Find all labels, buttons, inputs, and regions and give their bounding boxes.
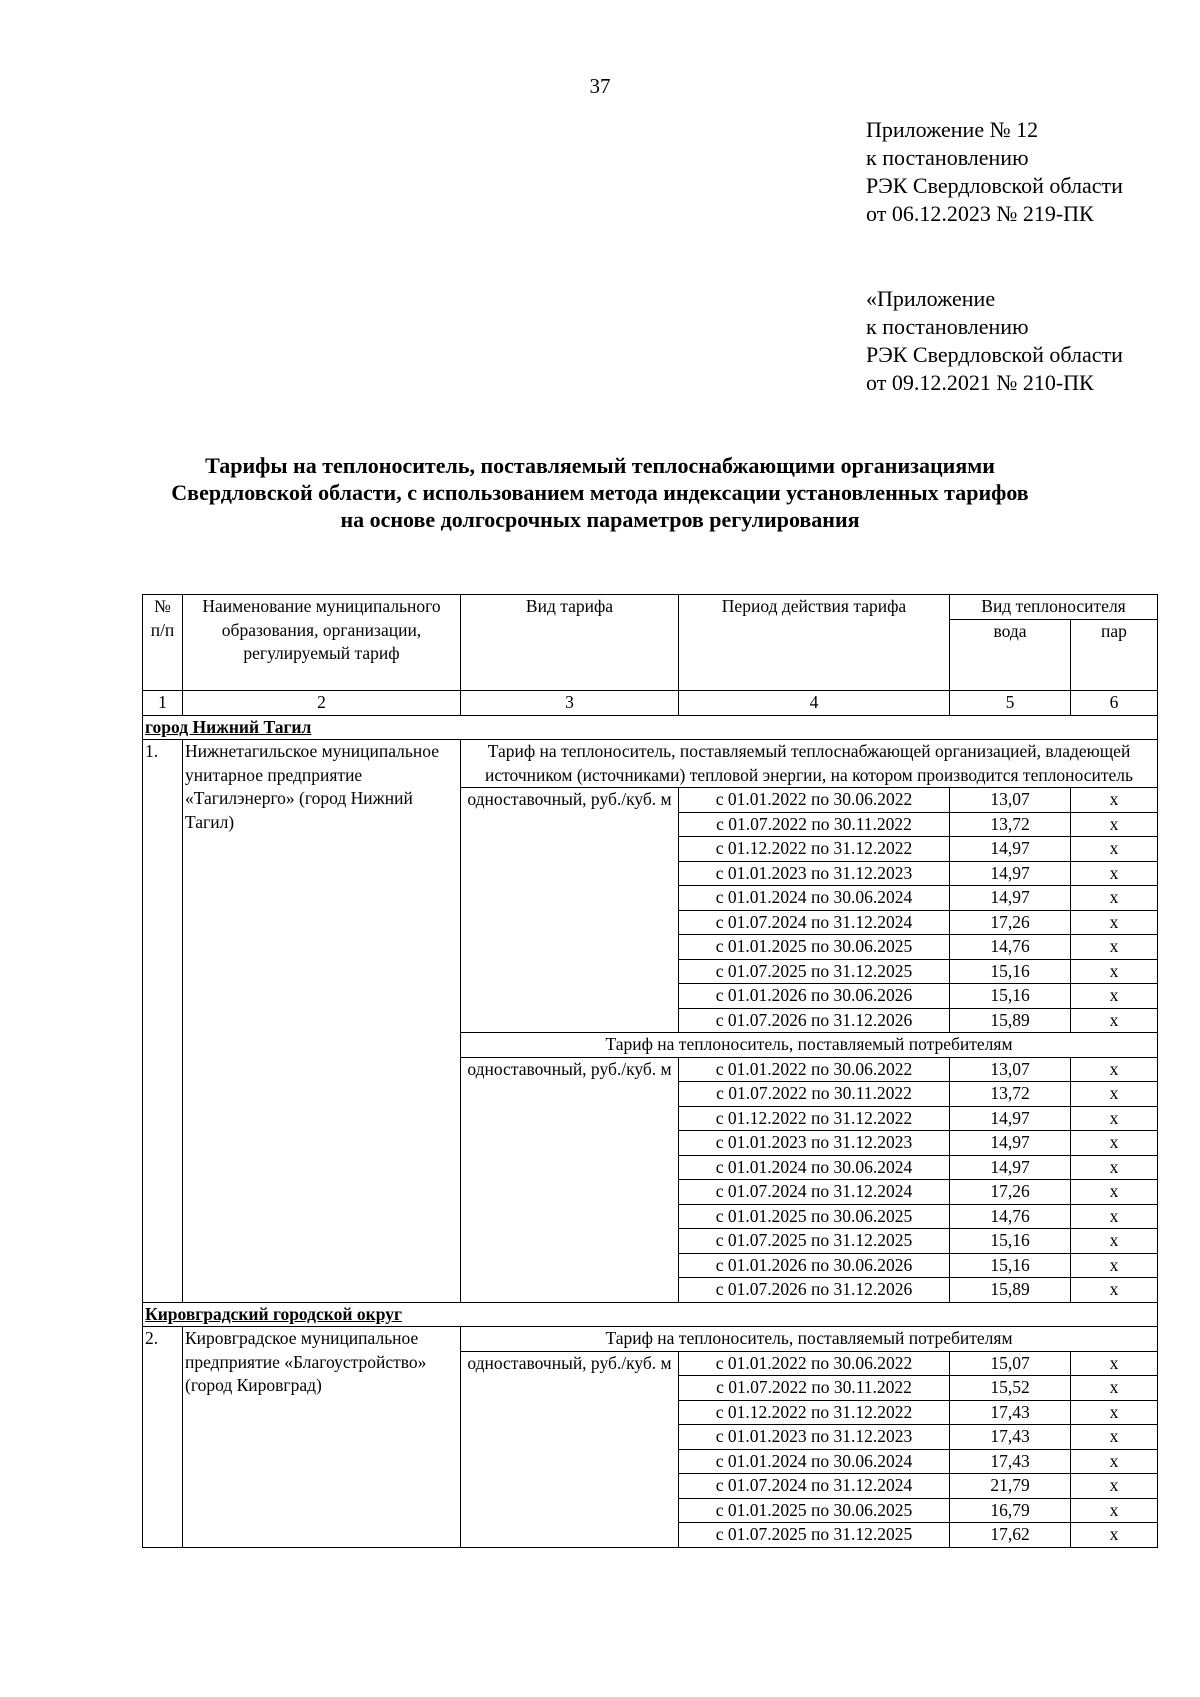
steam-value: х (1071, 1131, 1158, 1156)
steam-value: х (1071, 886, 1158, 911)
steam-value: х (1071, 861, 1158, 886)
period-cell: с 01.01.2024 по 30.06.2024 (679, 886, 950, 911)
period-cell: с 01.01.2025 по 30.06.2025 (679, 1204, 950, 1229)
period-cell: с 01.01.2023 по 31.12.2023 (679, 1425, 950, 1450)
steam-value: х (1071, 1278, 1158, 1303)
steam-value: х (1071, 1449, 1158, 1474)
header-tariff-type: Вид тарифа (461, 595, 679, 691)
period-cell: с 01.01.2025 по 30.06.2025 (679, 1498, 950, 1523)
tariff-type: одноставочный, руб./куб. м (461, 788, 679, 1033)
column-number: 4 (679, 691, 950, 716)
water-value: 13,07 (950, 1057, 1071, 1082)
column-number: 2 (183, 691, 461, 716)
period-cell: с 01.07.2026 по 31.12.2026 (679, 1008, 950, 1033)
steam-value: х (1071, 1253, 1158, 1278)
period-cell: с 01.07.2022 по 30.11.2022 (679, 1376, 950, 1401)
steam-value: х (1071, 1351, 1158, 1376)
column-number: 3 (461, 691, 679, 716)
water-value: 14,97 (950, 1131, 1071, 1156)
water-value: 13,72 (950, 812, 1071, 837)
period-cell: с 01.12.2022 по 31.12.2022 (679, 1106, 950, 1131)
water-value: 14,97 (950, 1155, 1071, 1180)
column-number: 5 (950, 691, 1071, 716)
period-cell: с 01.01.2022 по 30.06.2022 (679, 788, 950, 813)
tariff-table (142, 594, 1158, 1548)
period-cell: с 01.12.2022 по 31.12.2022 (679, 1400, 950, 1425)
steam-value: х (1071, 1474, 1158, 1499)
appendix-line: от 09.12.2021 № 210-ПК (866, 370, 1094, 395)
water-value: 17,26 (950, 910, 1071, 935)
water-value: 17,43 (950, 1400, 1071, 1425)
period-cell: с 01.01.2022 по 30.06.2022 (679, 1351, 950, 1376)
document-title (0, 452, 1200, 533)
period-cell: с 01.01.2023 по 31.12.2023 (679, 1131, 950, 1156)
period-cell: с 01.01.2026 по 30.06.2026 (679, 984, 950, 1009)
appendix-line: «Приложение (866, 286, 996, 311)
water-value: 15,07 (950, 1351, 1071, 1376)
steam-value: х (1071, 935, 1158, 960)
steam-value: х (1071, 1204, 1158, 1229)
water-value: 17,62 (950, 1523, 1071, 1548)
water-value: 14,97 (950, 1106, 1071, 1131)
steam-value: х (1071, 1229, 1158, 1254)
title-line: Свердловской области, с использованием метода индексации установленных тарифов (171, 480, 1029, 505)
period-cell: с 01.07.2024 по 31.12.2024 (679, 1180, 950, 1205)
water-value: 15,16 (950, 984, 1071, 1009)
water-value: 14,76 (950, 1204, 1071, 1229)
appendix-line: от 06.12.2023 № 219-ПК (866, 201, 1094, 226)
group-subheader: Тариф на теплоноситель, поставляемый потребителям (461, 1033, 1158, 1058)
period-cell: с 01.07.2025 по 31.12.2025 (679, 959, 950, 984)
water-value: 15,89 (950, 1278, 1071, 1303)
appendix-line: к постановлению (866, 314, 1029, 339)
steam-value: х (1071, 788, 1158, 813)
section-title: город Нижний Тагил (143, 715, 1158, 740)
steam-value: х (1071, 984, 1158, 1009)
steam-value: х (1071, 812, 1158, 837)
water-value: 14,97 (950, 861, 1071, 886)
title-line: Тарифы на теплоноситель, поставляемый теплоснабжающими организациями (205, 453, 995, 478)
period-cell: с 01.07.2025 по 31.12.2025 (679, 1229, 950, 1254)
tariff-type: одноставочный, руб./куб. м (461, 1057, 679, 1302)
header-steam: пар (1071, 620, 1158, 691)
water-value: 13,07 (950, 788, 1071, 813)
period-cell: с 01.07.2022 по 30.11.2022 (679, 812, 950, 837)
period-cell: с 01.07.2024 по 31.12.2024 (679, 1474, 950, 1499)
steam-value: х (1071, 1155, 1158, 1180)
steam-value: х (1071, 1376, 1158, 1401)
row-number: 1. (143, 740, 183, 1303)
steam-value: х (1071, 1008, 1158, 1033)
water-value: 15,16 (950, 959, 1071, 984)
header-water: вода (950, 620, 1071, 691)
period-cell: с 01.01.2022 по 30.06.2022 (679, 1057, 950, 1082)
page-number: 37 (589, 74, 611, 98)
period-cell: с 01.01.2026 по 30.06.2026 (679, 1253, 950, 1278)
water-value: 17,43 (950, 1449, 1071, 1474)
period-cell: с 01.07.2022 по 30.11.2022 (679, 1082, 950, 1107)
water-value: 15,89 (950, 1008, 1071, 1033)
water-value: 17,43 (950, 1425, 1071, 1450)
period-cell: с 01.12.2022 по 31.12.2022 (679, 837, 950, 862)
period-cell: с 01.01.2023 по 31.12.2023 (679, 861, 950, 886)
period-cell: с 01.01.2024 по 30.06.2024 (679, 1155, 950, 1180)
period-cell: с 01.01.2025 по 30.06.2025 (679, 935, 950, 960)
water-value: 21,79 (950, 1474, 1071, 1499)
water-value: 15,16 (950, 1253, 1071, 1278)
appendix-line: Приложение № 12 (866, 117, 1039, 142)
tariff-type: одноставочный, руб./куб. м (461, 1351, 679, 1547)
group-subheader-row (143, 740, 1158, 788)
group-subheader: Тариф на теплоноситель, поставляемый теплоснабжающей организацией, владеющей источником (источниками) тепловой энергии, на котором производится теплоноситель (461, 740, 1158, 788)
steam-value: х (1071, 1400, 1158, 1425)
title-line: на основе долгосрочных параметров регулирования (340, 507, 860, 532)
appendix-line: РЭК Свердловской области (866, 173, 1123, 198)
header-num: № п/п (143, 595, 183, 691)
header-coolant-type: Вид теплоносителя (950, 595, 1158, 620)
water-value: 14,76 (950, 935, 1071, 960)
steam-value: х (1071, 959, 1158, 984)
steam-value: х (1071, 1057, 1158, 1082)
appendix-current (866, 116, 1123, 228)
water-value: 16,79 (950, 1498, 1071, 1523)
steam-value: х (1071, 1106, 1158, 1131)
appendix-line: РЭК Свердловской области (866, 342, 1123, 367)
steam-value: х (1071, 1523, 1158, 1548)
steam-value: х (1071, 1498, 1158, 1523)
appendix-previous (866, 285, 1123, 397)
organization-name: Кировградское муниципальное предприятие «Благоустройство» (город Кировград) (183, 1327, 461, 1548)
water-value: 14,97 (950, 837, 1071, 862)
section-title: Кировградский городской округ (143, 1302, 1158, 1327)
organization-name: Нижнетагильское муниципальное унитарное предприятие «Тагилэнерго» (город Нижний Тагил) (183, 740, 461, 1303)
steam-value: х (1071, 1082, 1158, 1107)
header-name: Наименование муниципального образования, организации, регулируемый тариф (183, 595, 461, 691)
appendix-line: к постановлению (866, 145, 1029, 170)
steam-value: х (1071, 837, 1158, 862)
water-value: 15,52 (950, 1376, 1071, 1401)
period-cell: с 01.07.2025 по 31.12.2025 (679, 1523, 950, 1548)
column-number: 6 (1071, 691, 1158, 716)
group-subheader: Тариф на теплоноситель, поставляемый потребителям (461, 1327, 1158, 1352)
section-title-row (143, 715, 1158, 740)
period-cell: с 01.07.2024 по 31.12.2024 (679, 910, 950, 935)
water-value: 14,97 (950, 886, 1071, 911)
steam-value: х (1071, 910, 1158, 935)
steam-value: х (1071, 1180, 1158, 1205)
period-cell: с 01.07.2026 по 31.12.2026 (679, 1278, 950, 1303)
row-number: 2. (143, 1327, 183, 1548)
group-subheader-row (143, 1327, 1158, 1352)
water-value: 15,16 (950, 1229, 1071, 1254)
column-number: 1 (143, 691, 183, 716)
steam-value: х (1071, 1425, 1158, 1450)
water-value: 13,72 (950, 1082, 1071, 1107)
period-cell: с 01.01.2024 по 30.06.2024 (679, 1449, 950, 1474)
section-title-row (143, 1302, 1158, 1327)
water-value: 17,26 (950, 1180, 1071, 1205)
header-period: Период действия тарифа (679, 595, 950, 691)
